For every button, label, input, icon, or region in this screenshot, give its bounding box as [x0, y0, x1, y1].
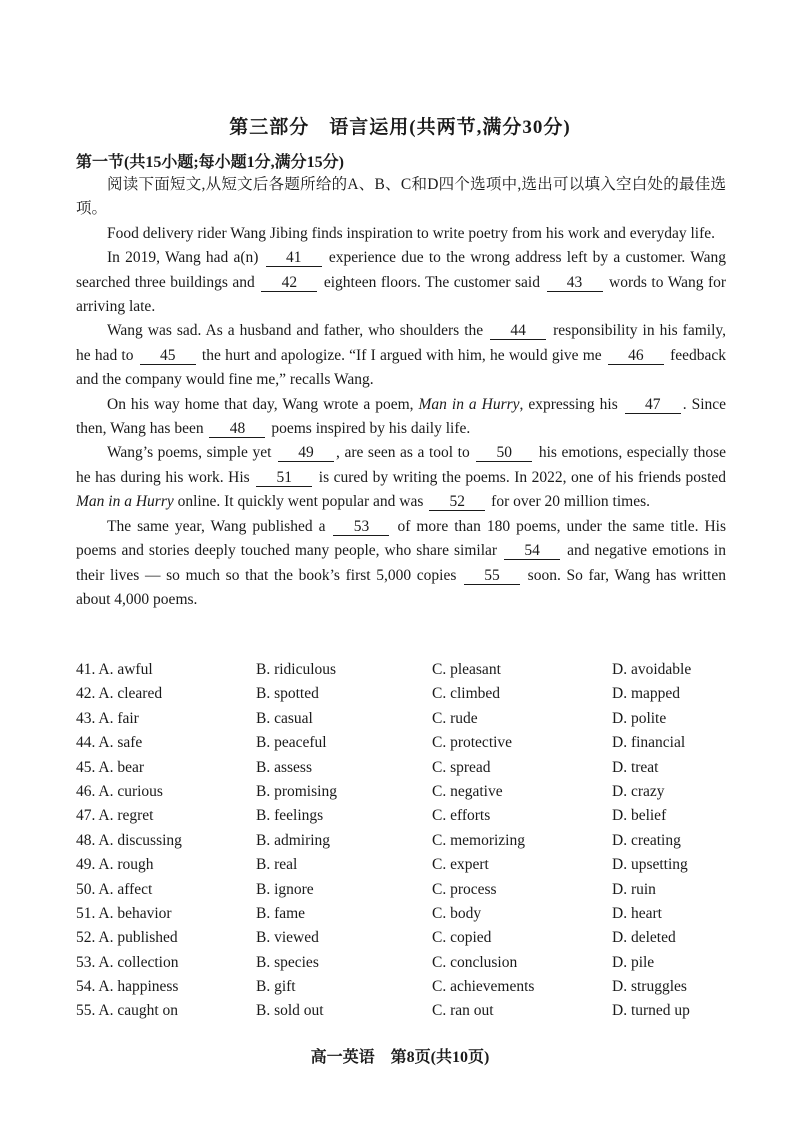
- option-c: C. memorizing: [432, 831, 525, 849]
- text: his emotions, especially those he has during his work. His: [76, 444, 727, 486]
- option-d: D. belief: [612, 807, 667, 825]
- text: Wang was sad. As a husband and father, who shoulders the: [107, 322, 484, 340]
- text: On his way home that day, Wang wrote a poem,: [107, 395, 414, 413]
- text: poems inspired by his daily life.: [271, 420, 471, 438]
- option-d: D. financial: [612, 734, 686, 752]
- option-b: B. fame: [256, 904, 306, 922]
- option-d: D. ruin: [612, 880, 656, 898]
- option-c: C. process: [432, 880, 497, 898]
- blank-41: 41: [266, 249, 322, 267]
- option-c: C. body: [432, 904, 482, 922]
- option-c: C. efforts: [432, 807, 491, 825]
- option-b: B. viewed: [256, 929, 319, 947]
- option-a: 54. A. happiness: [76, 978, 179, 996]
- blank-51: 51: [256, 469, 312, 487]
- option-c: C. pleasant: [432, 661, 501, 678]
- blank-43: 43: [547, 274, 603, 292]
- option-d: D. upsetting: [612, 856, 688, 874]
- option-c: C. conclusion: [432, 953, 518, 971]
- blank-45: 45: [140, 347, 196, 365]
- option-a: 46. A. curious: [76, 782, 163, 800]
- option-b: B. assess: [256, 758, 312, 776]
- option-b: B. admiring: [256, 831, 331, 849]
- text: , expressing his: [519, 395, 618, 413]
- option-c: C. expert: [432, 856, 489, 874]
- question-row: [76, 780, 726, 804]
- blank-48: 48: [209, 420, 265, 438]
- option-d: D. turned up: [612, 1002, 690, 1020]
- paragraph-1: Food delivery rider Wang Jibing finds inspiration to write poetry from his work and everyday life.: [107, 224, 716, 242]
- poem-title: Man in a Hurry: [76, 493, 174, 511]
- paragraph-2: [76, 246, 726, 319]
- question-row: [76, 926, 726, 950]
- option-b: B. species: [256, 953, 319, 971]
- question-row: [76, 878, 726, 902]
- option-a: 49. A. rough: [76, 856, 154, 874]
- passage: [76, 173, 726, 612]
- section-title: 第一节(共15小题;每小题1分,满分15分): [76, 154, 344, 171]
- blank-55: 55: [464, 567, 520, 585]
- text: The same year, Wang published a: [107, 517, 326, 535]
- blank-54: 54: [504, 542, 560, 560]
- option-b: B. ignore: [256, 880, 314, 898]
- option-c: C. achievements: [432, 978, 535, 996]
- option-a: 53. A. collection: [76, 953, 179, 971]
- blank-47: 47: [625, 396, 681, 414]
- option-a: 47. A. regret: [76, 807, 154, 825]
- option-a: 48. A. discussing: [76, 831, 182, 849]
- option-d: D. struggles: [612, 978, 687, 996]
- question-row: [76, 804, 726, 828]
- option-b: B. real: [256, 856, 298, 874]
- instruction: 阅读下面短文,从短文后各题所给的A、B、C和D四个选项中,选出可以填入空白处的最佳选项。: [76, 176, 726, 218]
- option-b: B. feelings: [256, 807, 324, 825]
- question-row: [76, 951, 726, 975]
- answer-options: [76, 658, 726, 1024]
- paragraph-6: [76, 515, 726, 613]
- question-row: [76, 682, 726, 706]
- blank-50: 50: [476, 444, 532, 462]
- option-d: D. crazy: [612, 782, 665, 800]
- text: words to Wang for arriving late.: [76, 273, 727, 316]
- option-d: D. creating: [612, 831, 681, 849]
- option-b: B. spotted: [256, 685, 319, 703]
- option-c: C. spread: [432, 758, 491, 776]
- option-b: B. casual: [256, 709, 313, 727]
- question-row: [76, 658, 726, 682]
- question-row: [76, 707, 726, 731]
- option-a: 45. A. bear: [76, 758, 145, 776]
- option-b: B. sold out: [256, 1002, 324, 1020]
- question-row: [76, 731, 726, 755]
- blank-52: 52: [429, 493, 485, 511]
- paragraph-5: [76, 441, 726, 514]
- option-a: 51. A. behavior: [76, 904, 172, 922]
- option-d: D. heart: [612, 904, 662, 922]
- option-d: D. mapped: [612, 685, 681, 703]
- text: soon. So far, Wang has written about 4,000 poems.: [76, 566, 726, 608]
- option-b: B. peaceful: [256, 734, 327, 752]
- text: experience due to the wrong address left by a customer. Wang searched three buildings and: [76, 249, 727, 291]
- option-b: B. ridiculous: [256, 661, 337, 678]
- question-row: [76, 902, 726, 926]
- option-c: C. protective: [432, 734, 513, 752]
- option-a: 52. A. published: [76, 929, 178, 947]
- question-row: [76, 853, 726, 877]
- text: responsibility in his family, he had to: [76, 322, 726, 364]
- blank-53: 53: [333, 518, 389, 536]
- blank-42: 42: [261, 274, 317, 292]
- question-row: [76, 975, 726, 999]
- option-c: C. climbed: [432, 685, 501, 703]
- blank-49: 49: [278, 444, 334, 462]
- option-c: C. ran out: [432, 1002, 494, 1020]
- text: online. It quickly went popular and was: [177, 493, 424, 511]
- text: . Since then, Wang has been: [76, 395, 727, 438]
- option-c: C. negative: [432, 782, 503, 800]
- text: eighteen floors. The customer said: [323, 273, 540, 291]
- text: the hurt and apologize. “If I argued with him, he would give me: [201, 346, 602, 364]
- text: and negative emotions in their lives — so much so that the book’s first 5,000 copies: [76, 542, 726, 584]
- option-a: 43. A. fair: [76, 709, 139, 727]
- option-a: 55. A. caught on: [76, 1002, 179, 1020]
- option-a: 41. A. awful: [76, 661, 153, 678]
- text: of more than 180 poems, under the same title. His poems and stories deeply touched many people, who share similar: [76, 517, 727, 560]
- option-d: D. pile: [612, 953, 655, 971]
- paragraph-4: [76, 393, 726, 442]
- option-a: 44. A. safe: [76, 734, 143, 752]
- text: for over 20 million times.: [491, 493, 651, 511]
- text: feedback and the company would fine me,” recalls Wang.: [76, 346, 727, 389]
- text: is cured by writing the poems. In 2022, one of his friends posted: [318, 468, 727, 486]
- question-row: [76, 829, 726, 853]
- option-d: D. treat: [612, 758, 659, 776]
- option-d: D. deleted: [612, 929, 676, 947]
- option-d: D. avoidable: [612, 661, 692, 678]
- option-a: 42. A. cleared: [76, 685, 163, 703]
- question-row: [76, 999, 726, 1023]
- option-c: C. rude: [432, 709, 478, 727]
- option-c: C. copied: [432, 929, 492, 947]
- option-b: B. gift: [256, 978, 296, 996]
- text: Wang’s poems, simple yet: [107, 444, 272, 462]
- option-b: B. promising: [256, 782, 337, 800]
- poem-title: Man in a Hurry: [418, 395, 520, 413]
- option-d: D. polite: [612, 709, 667, 727]
- part-title: 第三部分 语言运用(共两节,满分30分): [229, 117, 571, 138]
- question-row: [76, 756, 726, 780]
- paragraph-3: [76, 319, 726, 392]
- text: , are seen as a tool to: [336, 444, 470, 462]
- page-footer: 高一英语 第8页(共10页): [310, 1049, 490, 1066]
- text: In 2019, Wang had a(n): [107, 249, 259, 267]
- option-a: 50. A. affect: [76, 880, 153, 898]
- blank-44: 44: [490, 322, 546, 340]
- blank-46: 46: [608, 347, 664, 365]
